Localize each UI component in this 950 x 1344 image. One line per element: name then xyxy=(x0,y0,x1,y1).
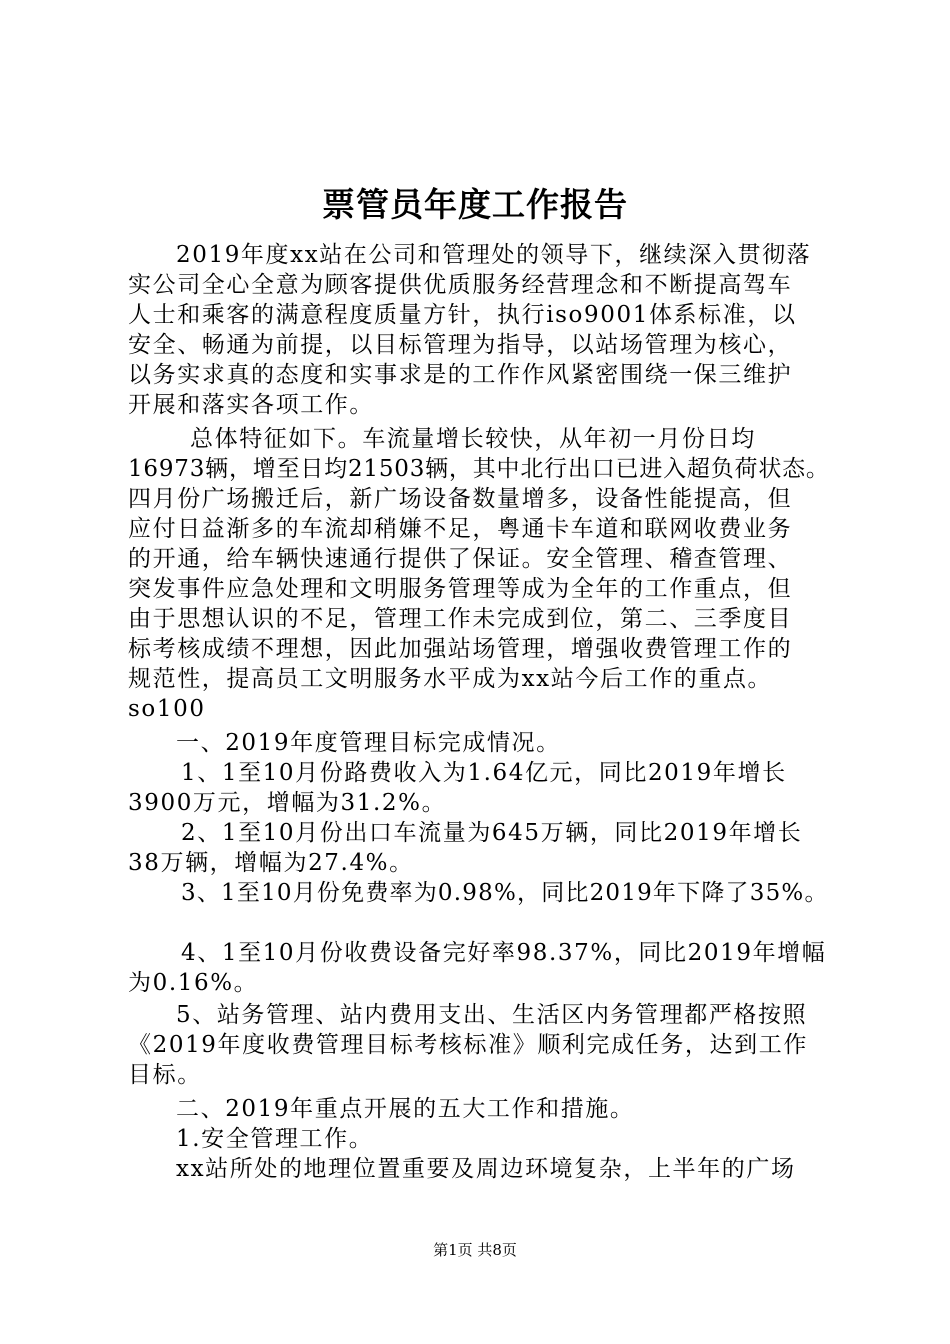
paragraph-line: 应付日益渐多的车流却稍嫌不足，粤通卡车道和联网收费业务 xyxy=(128,516,793,542)
paragraph-line: 突发事件应急处理和文明服务管理等成为全年的工作重点，但 xyxy=(128,576,793,602)
paragraph-line: 16973辆，增至日均21503辆，其中北行出口已进入超负荷状态。 xyxy=(128,456,830,482)
subsection-heading: 1.安全管理工作。 xyxy=(176,1126,374,1152)
paragraph-line: 2019年度xx站在公司和管理处的领导下，继续深入贯彻落 xyxy=(176,242,812,268)
paragraph-line: 5、站务管理、站内费用支出、生活区内务管理都严格按照 xyxy=(176,1002,808,1028)
paragraph-line: 1、1至10月份路费收入为1.64亿元，同比2019年增长 xyxy=(181,760,787,786)
paragraph-line: 3900万元，增幅为31.2%。 xyxy=(128,790,447,816)
paragraph-line: 3、1至10月份免费率为0.98%，同比2019年下降了35%。 xyxy=(181,880,829,906)
paragraph-line: 4、1至10月份收费设备完好率98.37%，同比2019年增幅 xyxy=(181,940,827,966)
paragraph-line: 实公司全心全意为顾客提供优质服务经营理念和不断提高驾车 xyxy=(128,272,793,298)
paragraph-line: 安全、畅通为前提，以目标管理为指导，以站场管理为核心， xyxy=(128,332,793,358)
paragraph-line: 总体特征如下。车流量增长较快，从年初一月份日均 xyxy=(190,426,756,452)
page-number-footer: 第1页 共8页 xyxy=(433,1241,517,1259)
section-heading: 一、2019年度管理目标完成情况。 xyxy=(176,730,561,756)
paragraph-line: 以务实求真的态度和实事求是的工作作风紧密围绕一保三维护 xyxy=(128,362,793,388)
paragraph-line: so100 xyxy=(128,696,206,722)
paragraph-line: 由于思想认识的不足，管理工作未完成到位，第二、三季度目 xyxy=(128,606,793,632)
paragraph-line: 开展和落实各项工作。 xyxy=(128,392,374,418)
paragraph-line: xx站所处的地理位置重要及周边环境复杂，上半年的广场 xyxy=(176,1156,796,1182)
paragraph-line: 的开通，给车辆快速通行提供了保证。安全管理、稽查管理、 xyxy=(128,546,793,572)
paragraph-line: 人士和乘客的满意程度质量方针，执行iso9001体系标准，以 xyxy=(128,302,797,328)
paragraph-line: 目标。 xyxy=(128,1062,202,1088)
paragraph-line: 2、1至10月份出口车流量为645万辆，同比2019年增长 xyxy=(181,820,803,846)
section-heading: 二、2019年重点开展的五大工作和措施。 xyxy=(176,1096,635,1122)
paragraph-line: 《2019年度收费管理目标考核标准》顺利完成任务，达到工作 xyxy=(128,1032,808,1058)
paragraph-line: 标考核成绩不理想，因此加强站场管理，增强收费管理工作的 xyxy=(128,636,793,662)
paragraph-line: 为0.16%。 xyxy=(128,970,259,996)
paragraph-line: 四月份广场搬迁后，新广场设备数量增多，设备性能提高，但 xyxy=(128,486,793,512)
document-title: 票管员年度工作报告 xyxy=(322,185,628,224)
paragraph-line: 38万辆，增幅为27.4%。 xyxy=(128,850,414,876)
paragraph-line: 规范性，提高员工文明服务水平成为xx站今后工作的重点。 xyxy=(128,666,773,692)
